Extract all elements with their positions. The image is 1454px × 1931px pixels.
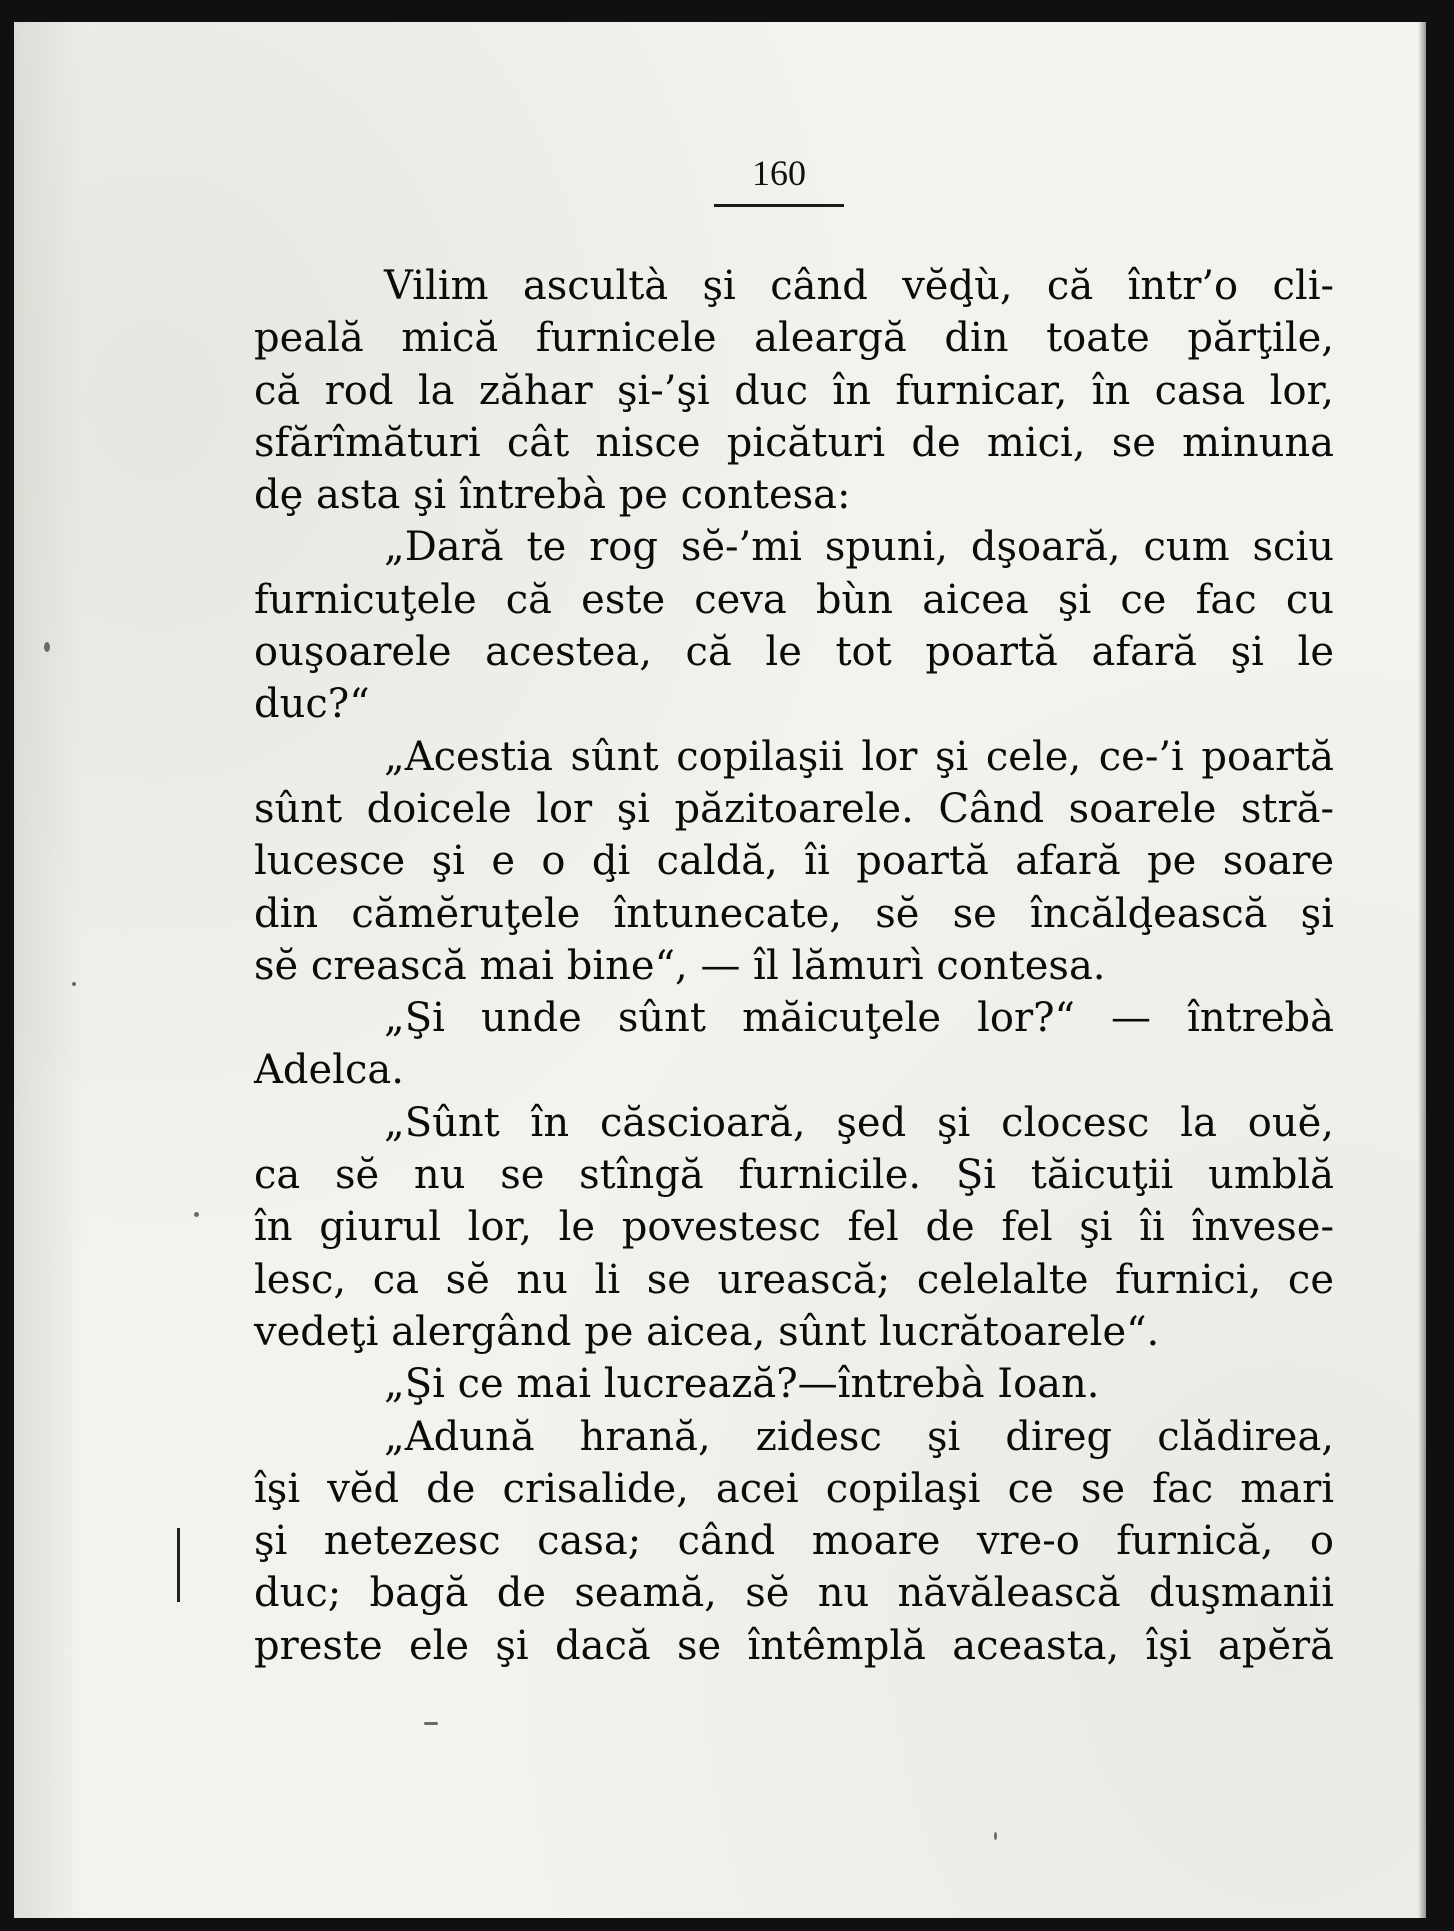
paragraph (254, 521, 1334, 730)
text-line: în giurul lor, le povestesc fel de fel şi îi învese- (254, 1204, 1334, 1251)
text-line: „Dară te rog sĕ-’mi spuni, dşoară, cum sciu (384, 524, 1334, 571)
margin-mark (177, 1528, 180, 1602)
text-line: sfărîmături cât nisce picături de mici, se minuna (254, 419, 1334, 466)
text-line: ouşoarele acestea, că le tot poartă afară şi le (254, 629, 1334, 676)
text-line: îşi vĕd de crisalide, acei copilaşi ce se fac mari (254, 1465, 1334, 1512)
scan-speck (424, 1722, 438, 1725)
paragraph (254, 1358, 1334, 1410)
text-line: Vilim ascultà şi când vĕḑù, că într’o cli- (384, 263, 1334, 309)
page-number-rule (714, 204, 844, 207)
page-edge-shadow (1418, 22, 1426, 1918)
text-line: sûnt doicele lor şi păzitoarele. Când soarele stră- (254, 785, 1334, 832)
scan-speck (994, 1832, 997, 1840)
paragraph (254, 1097, 1334, 1358)
text-line: „Adună hrană, zidesc şi direg clădirea, (384, 1413, 1334, 1460)
text-line: lucesce şi e o ḑi caldă, îi poartă afară pe soare (254, 838, 1334, 885)
scan-speck (72, 982, 76, 986)
text-line: dȩ asta şi întrebà pe contesa: (254, 472, 851, 519)
text-line: duc; bagă de seamă, sĕ nu năvălească duşmanii (254, 1570, 1334, 1617)
book-page (14, 22, 1426, 1918)
text-line: „Acestia sûnt copilaşii lor şi cele, ce-’i poartă (384, 733, 1334, 780)
text-line: duc?“ (254, 681, 370, 728)
text-line: peală mică furnicele aleargă din toate părţile, (254, 315, 1334, 362)
text-line: ca sĕ nu se stîngă furnicile. Şi tăicuţii umblă (254, 1152, 1334, 1199)
paragraph (254, 260, 1334, 521)
text-line: că rod la zăhar şi-’şi duc în furnicar, în casa lor, (254, 367, 1334, 414)
paragraph (254, 992, 1334, 1097)
text-line: preste ele şi dacă se întêmplă aceasta, îşi apĕră (254, 1622, 1334, 1669)
text-line: din cămĕruţele întunecate, sĕ se încălḑească şi (254, 890, 1334, 937)
text-line: lesc, ca sĕ nu li se urească; celelalte furnici, ce (254, 1256, 1334, 1303)
paragraph (254, 731, 1334, 992)
text-line: şi netezesc casa; când moare vre-o furnică, o (254, 1518, 1334, 1565)
scan-speck (44, 642, 50, 652)
text-line: sĕ crească mai bine“, — îl lămurì contesa. (254, 942, 1106, 989)
page-number: 160 (752, 153, 806, 193)
text-line: furnicuţele că este ceva bùn aicea şi ce fac cu (254, 576, 1334, 623)
scan-speck (194, 1212, 199, 1217)
text-line: „Sûnt în căscioară, şed şi clocesc la ouĕ, (384, 1099, 1334, 1146)
paragraph (254, 1411, 1334, 1672)
text-line: „Şi ce mai lucrează?—întrebà Ioan. (384, 1361, 1100, 1408)
text-line: vedeţi alergând pe aicea, sûnt lucrătoarele“. (254, 1308, 1160, 1355)
text-line: „Şi unde sûnt măicuţele lor?“ — întrebà (384, 995, 1334, 1042)
text-line: Adelca. (254, 1047, 404, 1094)
body-text (254, 260, 1334, 1672)
